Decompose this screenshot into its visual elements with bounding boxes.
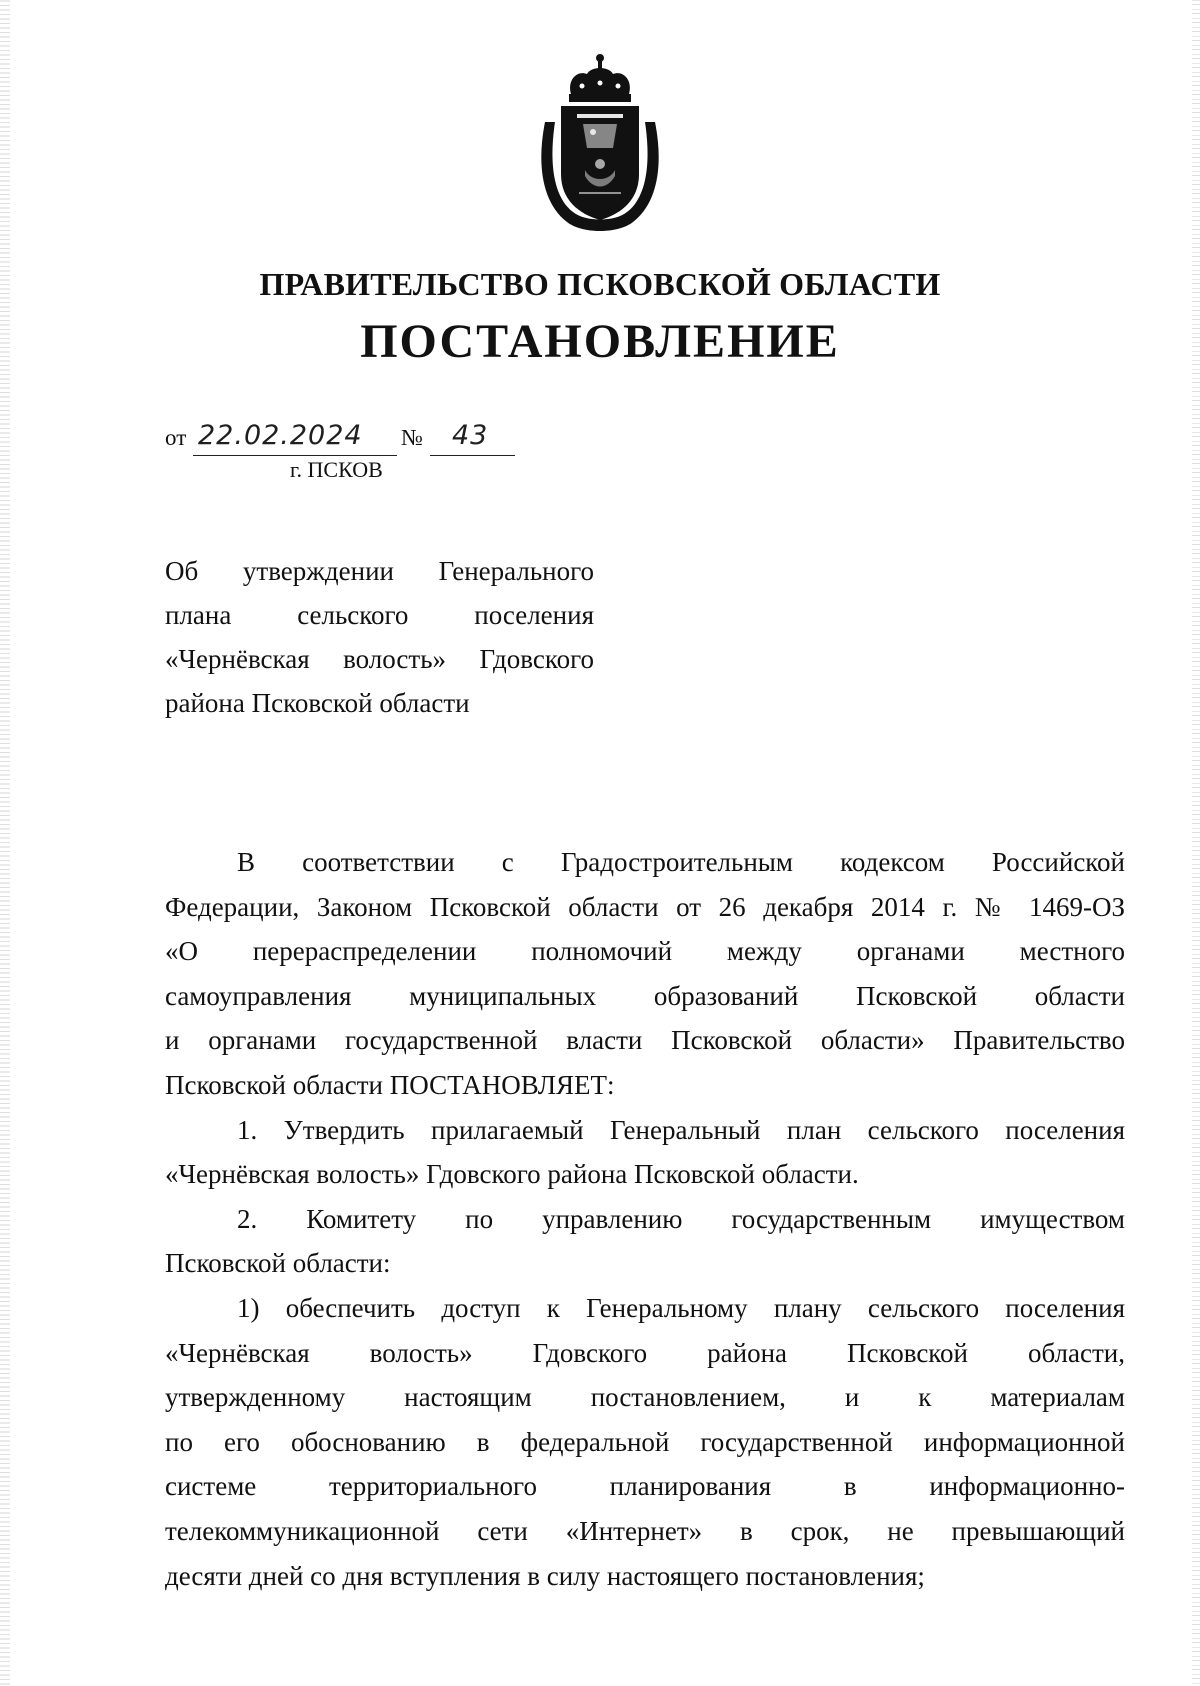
document-type-title: ПОСТАНОВЛЕНИЕ — [360, 315, 840, 368]
subject-line: плана сельского поселения — [165, 600, 594, 630]
body-line: утвержденному настоящим постановлением, и к материалам — [165, 1382, 1125, 1413]
document-number-handwritten: 43 — [452, 420, 489, 451]
body-line: десяти дней со дня вступления в силу настоящего постановления; — [165, 1560, 925, 1591]
body-line: Федерации, Законом Псковской области от 26 декабря 2014 г. № 1469-ОЗ — [165, 891, 1125, 922]
body-line: Псковской области ПОСТАНОВЛЯЕТ: — [165, 1069, 615, 1100]
body-line: «Чернёвская волость» Гдовского района Псковской области, — [165, 1337, 1125, 1368]
body-line: по его обоснованию в федеральной государственной информационной — [165, 1426, 1125, 1457]
document-date-handwritten: 22.02.2024 — [198, 420, 363, 451]
body-line: 1) обеспечить доступ к Генеральному плану сельского поселения — [237, 1292, 1125, 1323]
number-underline — [430, 455, 515, 456]
body-line: и органами государственной власти Псковской области» Правительство — [165, 1025, 1125, 1056]
date-prefix-label: от — [165, 425, 187, 450]
subject-line: района Псковской области — [165, 688, 470, 718]
date-underline — [193, 455, 397, 456]
document-subject — [165, 549, 594, 725]
number-label: № — [401, 425, 423, 450]
body-line: В соответствии с Градостроительным кодексом Российской — [237, 847, 1125, 877]
subject-line: «Чернёвская волость» Гдовского — [165, 644, 594, 674]
city-label: г. ПСКОВ — [290, 457, 383, 482]
body-line: системе территориального планирования в информационно- — [165, 1471, 1125, 1502]
scan-edge-left — [0, 0, 10, 1686]
organization-title: ПРАВИТЕЛЬСТВО ПСКОВСКОЙ ОБЛАСТИ — [259, 266, 941, 302]
document-body — [165, 840, 1125, 1598]
pskov-coat-of-arms-icon — [527, 52, 673, 238]
body-line: 1. Утвердить прилагаемый Генеральный план сельского поселения — [237, 1114, 1125, 1145]
body-line: Псковской области: — [165, 1248, 391, 1279]
subject-line: Об утверждении Генерального — [165, 556, 594, 586]
body-line: «Чернёвская волость» Гдовского района Псковской области. — [165, 1159, 859, 1190]
body-line: 2. Комитету по управлению государственным имуществом — [237, 1203, 1125, 1234]
body-line: самоуправления муниципальных образований Псковской области — [165, 980, 1125, 1011]
body-line: телекоммуникационной сети «Интернет» в срок, не превышающий — [165, 1515, 1125, 1546]
body-line: «О перераспределении полномочий между органами местного — [165, 936, 1125, 967]
scan-edge-right — [1192, 0, 1200, 1686]
